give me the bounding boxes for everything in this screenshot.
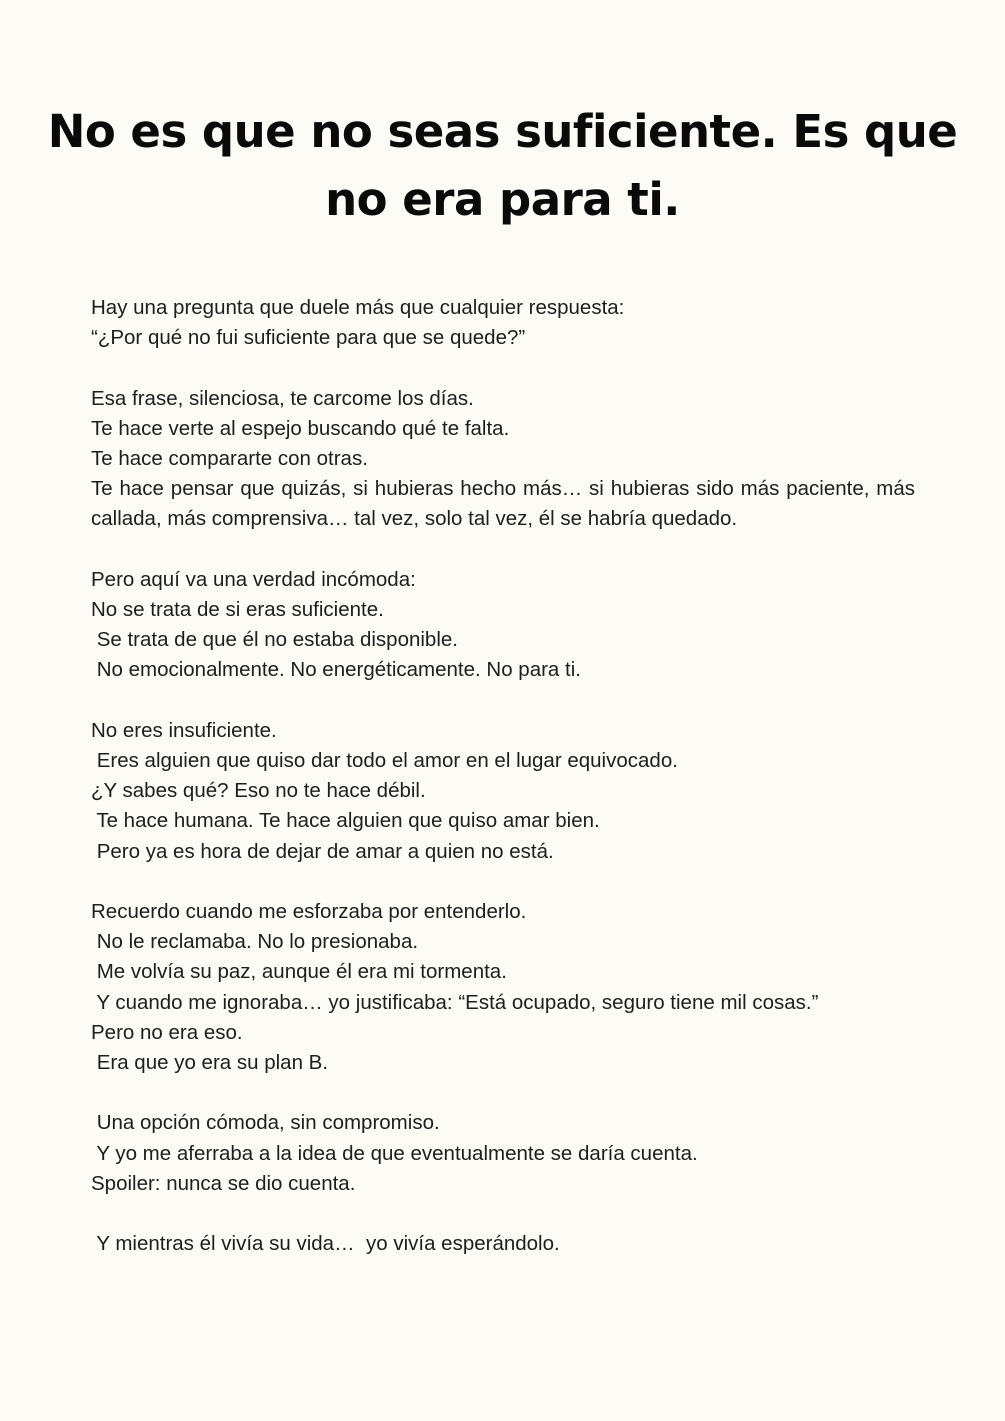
text-line: Eres alguien que quiso dar todo el amor en el lugar equivocado. <box>91 749 678 772</box>
text-line: Era que yo era su plan B. <box>91 1051 329 1075</box>
text-line: Pero aquí va una verdad incómoda: <box>91 567 416 591</box>
text-line: “¿Por qué no fui suficiente para que se quede?” <box>91 326 526 350</box>
text-line: Te hace verte al espejo buscando qué te falta. <box>91 416 510 440</box>
text-line: No se trata de si eras suficiente. <box>91 598 384 621</box>
paragraph-5 <box>91 897 915 1078</box>
paragraph-3 <box>91 565 915 686</box>
text-line: Pero ya es hora de dejar de amar a quien no está. <box>91 839 554 863</box>
text-line: Recuerdo cuando me esforzaba por entenderlo. <box>91 900 527 923</box>
text-line: Y mientras él vivía su vida… yo vivía esperándolo. <box>91 1232 560 1256</box>
article-body <box>91 293 915 1290</box>
paragraph-2 <box>91 384 915 535</box>
text-line: Spoiler: nunca se dio cuenta. <box>91 1171 356 1195</box>
text-line: Hay una pregunta que duele más que cualquier respuesta: <box>91 296 625 319</box>
text-line: ¿Y sabes qué? Eso no te hace débil. <box>91 779 426 803</box>
text-line: Pero no era eso. <box>91 1020 243 1044</box>
text-line: No emocionalmente. No energéticamente. No para ti. <box>91 658 581 682</box>
paragraph-4 <box>91 716 915 867</box>
text-line: Y cuando me ignoraba… yo justificaba: “Está ocupado, seguro tiene mil cosas.” <box>91 990 819 1014</box>
text-line: Una opción cómoda, sin compromiso. <box>91 1111 440 1135</box>
text-line: No eres insuficiente. <box>91 718 277 742</box>
text-line: No le reclamaba. No lo presionaba. <box>91 930 419 954</box>
paragraph-1 <box>91 293 915 353</box>
paragraph-7 <box>91 1229 915 1259</box>
text-line: Esa frase, silenciosa, te carcome los días. <box>91 386 474 410</box>
page-title: No es que no seas suficiente. Es que no era para ti. <box>47 105 958 226</box>
paragraph-6 <box>91 1108 915 1199</box>
text-line: Se trata de que él no estaba disponible. <box>91 628 458 652</box>
text-line: Te hace humana. Te hace alguien que quiso amar bien. <box>91 809 600 833</box>
text-line: Me volvía su paz, aunque él era mi tormenta. <box>91 960 507 984</box>
text-line: Te hace compararte con otras. <box>91 447 368 470</box>
text-line: Te hace pensar que quizás, si hubieras hecho más… si hubieras sido más paciente, más callada, más comprensiva… tal vez, solo tal vez, él se habría quedado. <box>91 477 915 531</box>
text-line: Y yo me aferraba a la idea de que eventualmente se daría cuenta. <box>91 1141 698 1165</box>
